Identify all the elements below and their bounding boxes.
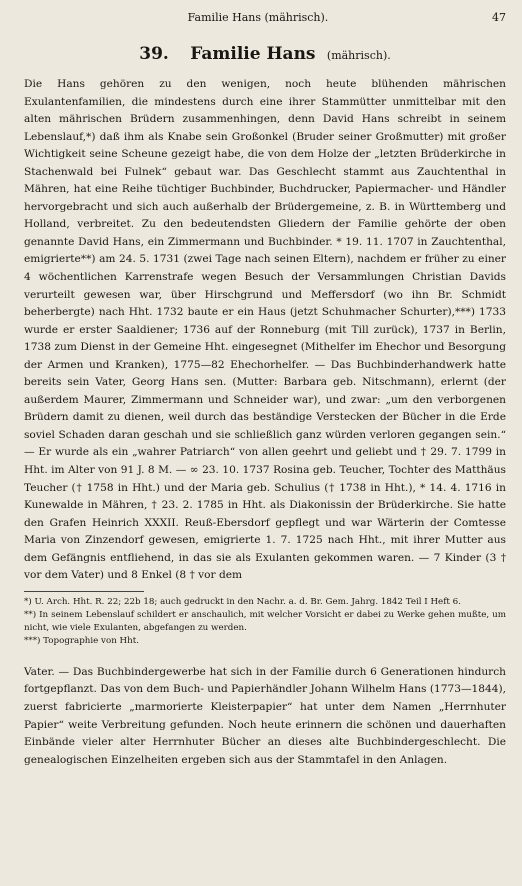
- main-text: [24, 76, 506, 585]
- chapter-heading: [24, 44, 506, 64]
- running-header: [24, 10, 506, 26]
- main-paragraph: Die Hans gehören zu den wenigen, noch heute blühenden mährischen Exulantenfamilien, die mindestens durch eine ihrer Stammütter unmittelbar mit den alten mährischen Brüdern zusammenhingen, denn David Hans schreibt in seinem Lebenslauf,*) daß ihm als Knabe sein Großonkel (Bruder seiner Großmutter) mit großer Wichtigkeit seine Scheune gezeigt habe, die von dem Holze der „letzten Brüderkirche in Stachenwald bei Fulnek“ gebaut war. Das Geschlecht stammt aus Zauchtenthal in Mähren, hat eine Reihe tüchtiger Buchbinder, Buchdrucker, Papiermacher- und Händler hervorgebracht und sich auch außerhalb der Brüdergemeine, z. B. in Württemberg und Holland, verbreitet. Zu den bedeutendsten Gliedern der Familie gehörte der oben genannte David Hans, ein Zimmermann und Buchbinder. * 19. 11. 1707 in Zauchtenthal, emigrierte**) am 24. 5. 1731 (zwei Tage nach seinen Eltern), nachdem er früher zu einer 4 wöchentlichen Karrenstrafe wegen Besuch der Versammlungen Christian Davids verurteilt gewesen war, über Hirschgrund und Meffersdorf (wo ihn Br. Schmidt beherbergte) nach Hht. 1732 baute er ein Haus (jetzt Schuhmacher Schurter),***) 1733 wurde er erster Saaldiener; 1736 auf der Ronneburg (mit Till zurück), 1737 in Berlin, 1738 zum Dienst in der Gemeine Hht. eingesegnet (Mithelfer im Ehechor und Besorgung der Armen und Kranken), 1775—82 Ehechorhelfer. — Das Buchbinderhandwerk hatte bereits sein Vater, Georg Hans sen. (Mutter: Barbara geb. Nitschmann), erlernt (der außerdem Maurer, Zimmermann und Schneider war), und zwar: „um den verborgenen Brüdern damit zu dienen, weil durch das beständige Verstecken der Bücher in die Erde soviel Schaden daran geschah und sie schließlich ganz würden verloren gegangen sein.“ — Er wurde als ein „wahrer Patriarch“ von allen geehrt und geliebt und † 29. 7. 1799 in Hht. im Alter von 91 J. 8 M. — ∞ 23. 10. 1737 Rosina geb. Teucher, Tochter des Matthäus Teucher († 1758 in Hht.) und der Maria geb. Schulius († 1738 in Hht.), * 14. 4. 1716 in Kunewalde in Mähren, † 23. 2. 1785 in Hht. als Diakonissin der Brüderkirche. Sie hatte den Grafen Heinrich XXXII. Reuß-Ebersdorf gepflegt und war Wärterin der Comtesse Maria von Zinzendorf gewesen, emigrierte 1. 7. 1725 nach Hht., mit ihrer Mutter aus dem Gefängnis entfliehend, in das sie als Exulanten gekommen waren. — 7 Kinder (3 † vor dem Vater) und 8 Enkel (8 † vor dem: [24, 78, 506, 582]
- footnotes: [24, 596, 506, 648]
- continuation-text: [24, 664, 506, 770]
- footnote-3: ***) Topographie von Hht.: [24, 635, 139, 646]
- chapter-title: Familie Hans: [190, 44, 316, 64]
- footnote-2: **) In seinem Lebenslauf schildert er anschaulich, mit welcher Vorsicht er dabei zu Werke gehen mußte, um nicht, wie viele Exulanten, abgefangen zu werden.: [24, 609, 506, 633]
- footnote-divider: [24, 591, 144, 592]
- running-title: Familie Hans (mährisch).: [187, 11, 329, 24]
- page-number: 47: [492, 11, 506, 24]
- continuation-paragraph: Vater. — Das Buchbindergewerbe hat sich in der Familie durch 6 Generationen hindurch fortgepflanzt. Das von dem Buch- und Papierhändler Johann Wilhelm Hans (1773—1844), zuerst fabricierte „marmorierte Kleisterpapier“ hat unter dem Namen „Herrnhuter Papier“ weite Verbreitung gefunden. Noch heute erinnern die schönen und dauerhaften Einbände vieler alter Herrnhuter Bücher an dieses alte Buchbindergeschlecht. Die genealogischen Einzelheiten ergeben sich aus der Stammtafel in den Anlagen.: [24, 665, 506, 766]
- chapter-subtitle: (mährisch).: [326, 49, 391, 62]
- footnote-1: *) U. Arch. Hht. R. 22; 22b 18; auch gedruckt in den Nachr. a. d. Br. Gem. Jahrg. 1842 Teil I Heft 6.: [24, 596, 461, 607]
- chapter-number: 39.: [139, 44, 169, 64]
